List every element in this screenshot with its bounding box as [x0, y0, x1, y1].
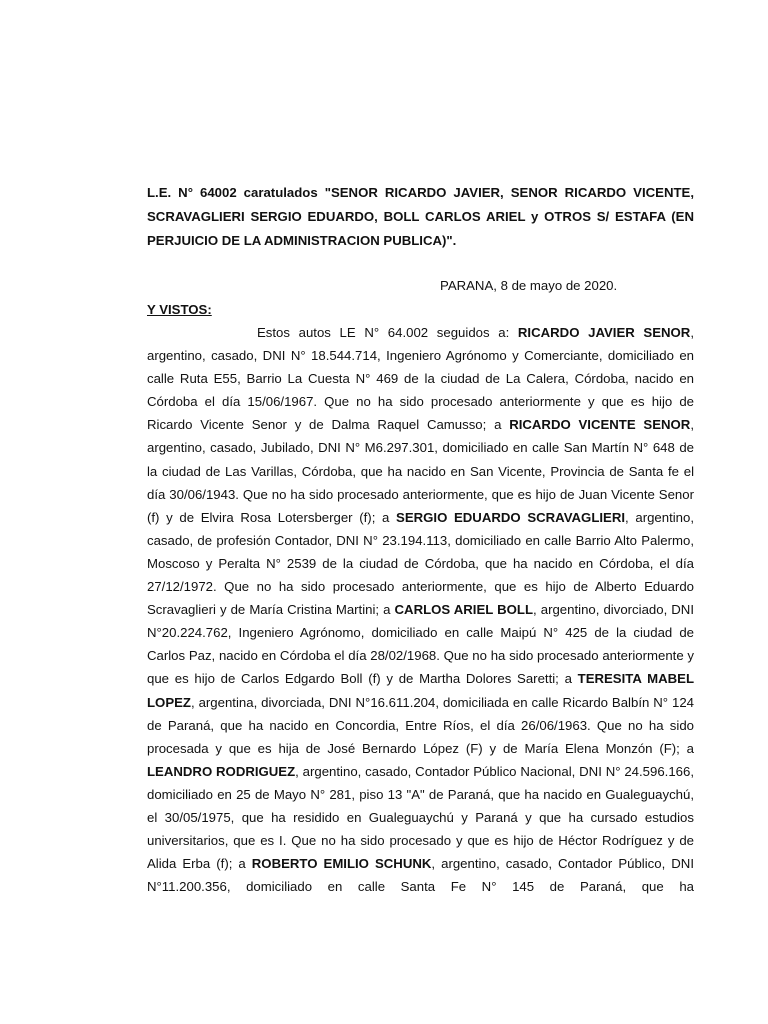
body-text-run: , argentino, casado, DNI N° 18.544.714, Ingeniero Agrónomo y Comerciante, domiciliado en calle Ruta E55, Barrio La Cuesta N° 469 de la ciudad de La Calera, Córdoba, nacido en Córdoba el día 15/06/1967. Que no ha sido procesado anteriormente y que es hijo de Ricardo Vicente Senor y de Dalma Raquel Camusso; a [147, 325, 694, 433]
section-heading: Y VISTOS: [147, 302, 212, 317]
defendant-name: TERESITA MABEL LOPEZ [147, 671, 694, 710]
body-paragraph [147, 321, 694, 898]
body-text-run: , argentino, casado, Jubilado, DNI N° M6.297.301, domiciliado en calle San Martín N° 648 de la ciudad de Las Varillas, Córdoba, que ha nacido en San Vicente, Provincia de Santa fe el día 30/06/1943. Que no ha sido procesado anteriormente, que es hijo de Juan Vicente Senor (f) y de Elvira Rosa Lotersberger (f); a [147, 417, 694, 525]
body-text-run: , argentino, casado, de profesión Contador, DNI N° 23.194.113, domiciliado en calle Barrio Alto Palermo, Moscoso y Peralta N° 2539 de la ciudad de Córdoba, que ha nacido en Córdoba, el día 27/12/1972. Que no ha sido procesado anteriormente, que es hijo de Alberto Eduardo Scravaglieri y de María Cristina Martini; a [147, 509, 695, 618]
defendant-name: SERGIO EDUARDO SCRAVAGLIERI [396, 509, 626, 525]
defendant-name: LEANDRO RODRIGUEZ [147, 763, 296, 779]
body-text-run: Estos autos LE N° 64.002 seguidos a: [257, 325, 518, 340]
defendant-name: ROBERTO EMILIO SCHUNK [251, 856, 432, 872]
body-text-run: , argentino, divorciado, DNI N°20.224.762, Ingeniero Agrónomo, domiciliado en calle Maipú N° 425 de la ciudad de Carlos Paz, nacido en Córdoba el día 28/02/1968. Que no ha sido procesado anteriormente y que es hijo de Carlos Edgardo Boll (f) y de Martha Dolores Saretti; a [147, 602, 694, 687]
defendant-name: RICARDO JAVIER SENOR [517, 325, 691, 340]
body-text-run: , argentina, divorciada, DNI N°16.611.204, domiciliada en calle Ricardo Balbín N° 124 de Paraná, que ha nacido en Concordia, Entre Ríos, el día 26/06/1963. Que no ha sido procesada y que es hija de José Bernardo López (F) y de María Elena Monzón (F); a [147, 694, 694, 756]
defendant-name: RICARDO VICENTE SENOR [509, 417, 691, 433]
defendant-name: CARLOS ARIEL BOLL [394, 602, 534, 618]
body-text-run: , argentino, casado, Contador Público, DNI N°11.200.356, domiciliado en calle Santa Fe N° 145 de Paraná, que ha [147, 856, 694, 895]
body-text-run: , argentino, casado, Contador Público Nacional, DNI N° 24.596.166, domiciliado en 25 de Mayo N° 281, piso 13 "A" de Paraná, que ha nacido en Gualeguaychú, el 30/05/1975, que ha residido en Gualeguaychú y Paraná y que ha cursado estudios universitarios, que es I. Que no ha sido procesado y que es hijo de Héctor Rodríguez y de Alida Erba (f); a [147, 763, 694, 872]
case-caption: L.E. N° 64002 caratulados "SENOR RICARDO JAVIER, SENOR RICARDO VICENTE, SCRAVAGLIERI SERGIO EDUARDO, BOLL CARLOS ARIEL y OTROS S/ ESTAFA (EN PERJUICIO DE LA ADMINISTRACION PUBLICA)". [147, 185, 694, 248]
date-line: PARANA, 8 de mayo de 2020. [440, 278, 618, 293]
